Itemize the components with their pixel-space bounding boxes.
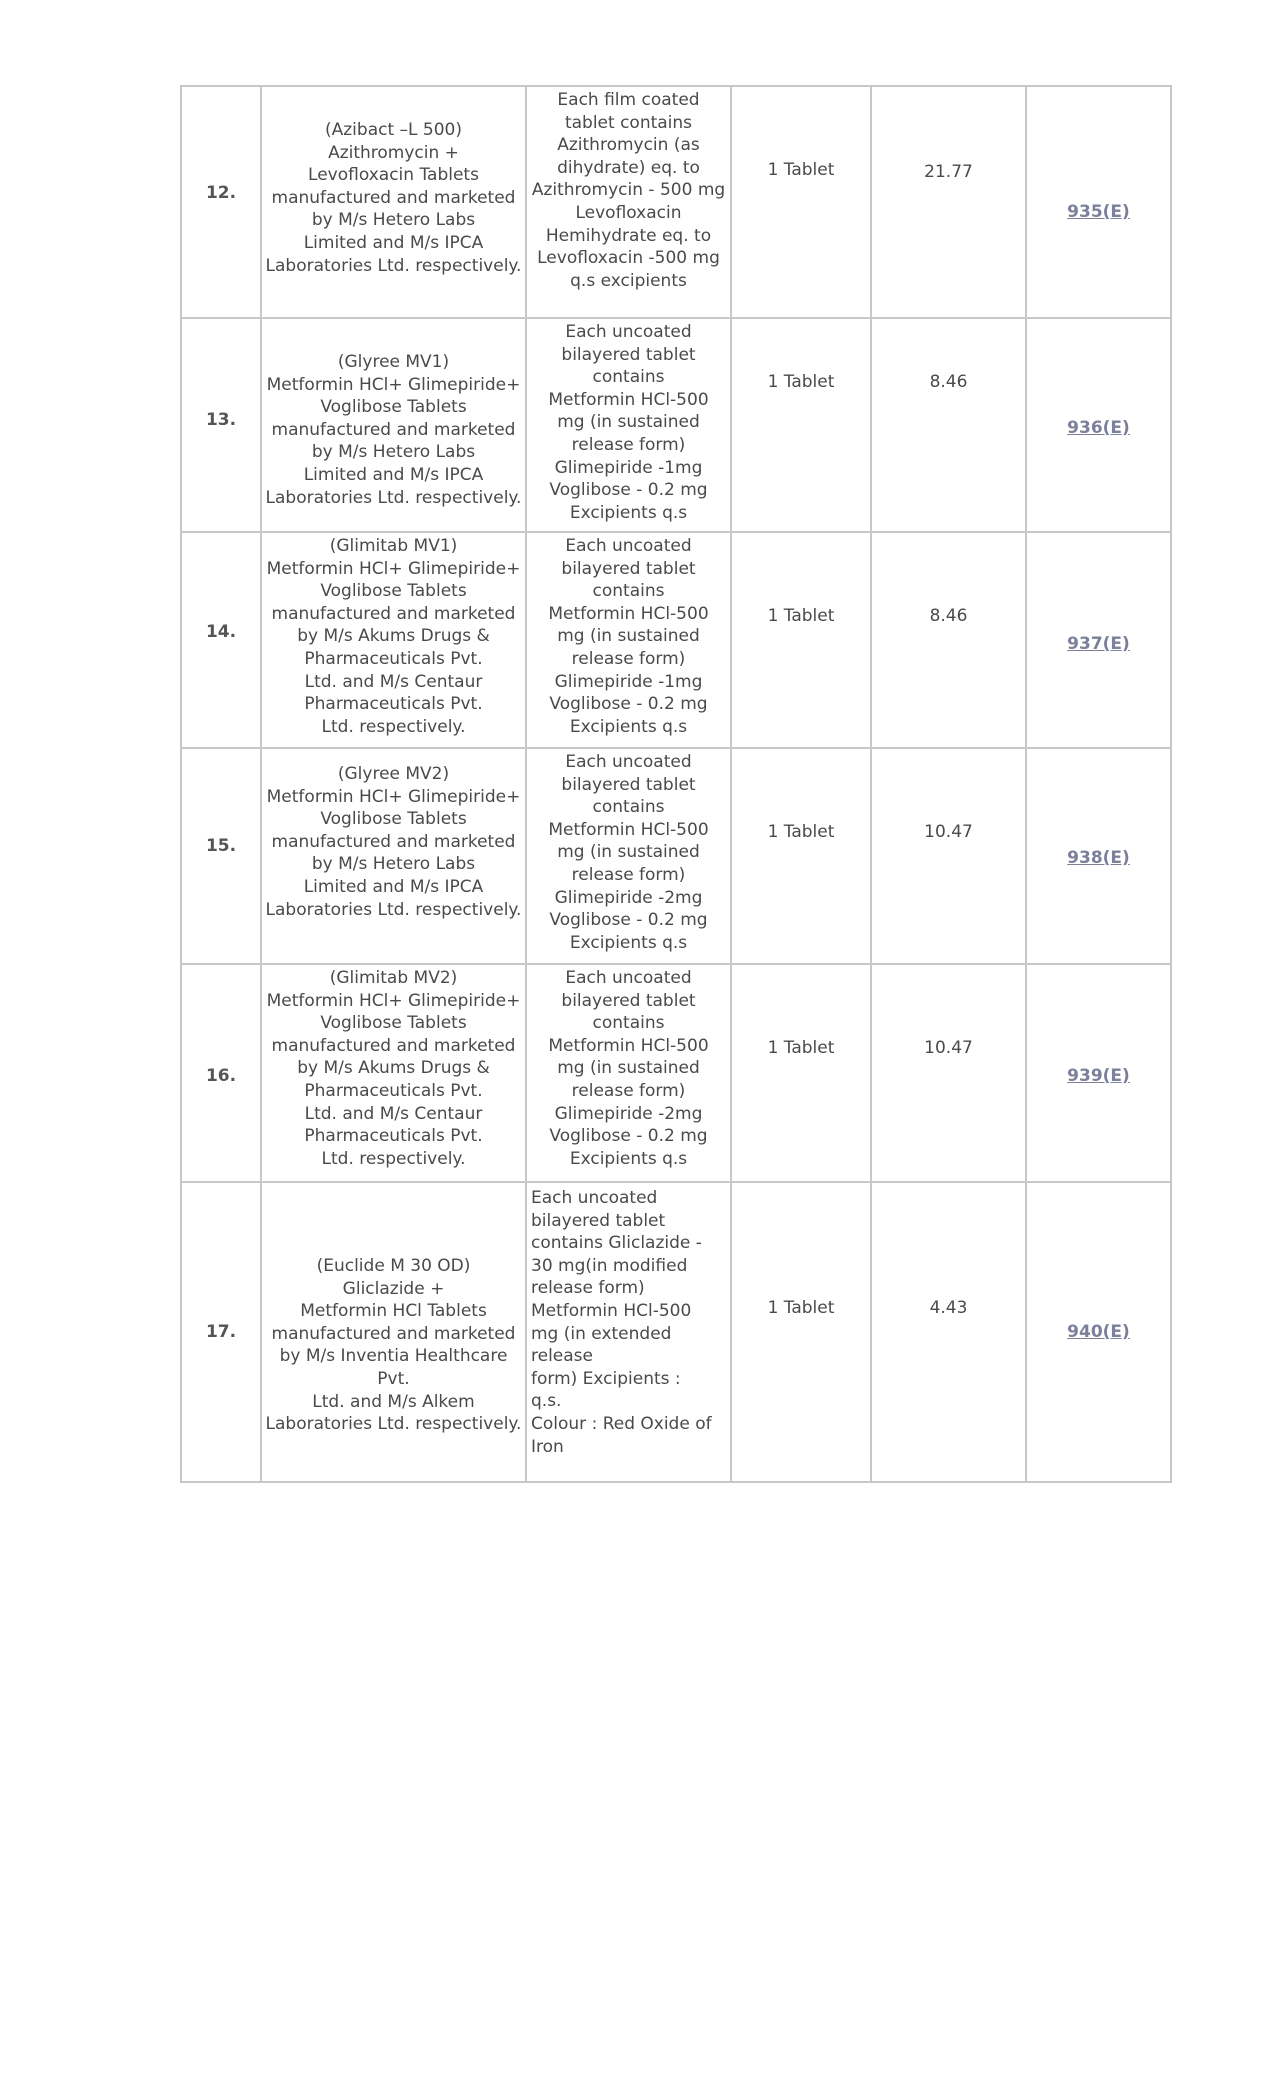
product-cell bbox=[261, 318, 526, 532]
notification-link[interactable]: 940(E) bbox=[1067, 1322, 1130, 1342]
composition-text: Each uncoated bilayered tablet contains Metformin HCl-500 mg (in sustained release form) Glimepiride -1mg Voglibose - 0.2 mg Excipients q.s bbox=[548, 536, 709, 737]
unit-cell bbox=[731, 964, 871, 1182]
product-text: (Glimitab MV1) Metformin HCl+ Glimepiride+ Voglibose Tablets manufactured and marketed by M/s Akums Drugs & Pharmaceuticals Pvt. Ltd. and M/s Centaur Pharmaceuticals Pvt. Ltd. respectively. bbox=[266, 536, 521, 737]
notification-cell bbox=[1026, 318, 1171, 532]
product-cell bbox=[261, 964, 526, 1182]
row-number: 12. bbox=[205, 183, 237, 203]
product-text: (Glyree MV2) Metformin HCl+ Glimepiride+ Voglibose Tablets manufactured and marketed by M/s Hetero Labs Limited and M/s IPCA Laboratories Ltd. respectively. bbox=[265, 764, 522, 920]
row-number-cell bbox=[181, 1182, 261, 1482]
table-row bbox=[181, 318, 1171, 532]
notification-cell bbox=[1026, 532, 1171, 748]
composition-text: Each film coated tablet contains Azithromycin (as dihydrate) eq. to Azithromycin - 500 mg Levofloxacin Hemihydrate eq. to Levofloxacin -500 mg q.s excipients bbox=[531, 90, 726, 291]
price-text: 8.46 bbox=[929, 372, 968, 392]
notification-link[interactable]: 936(E) bbox=[1067, 418, 1130, 438]
price-text: 10.47 bbox=[924, 822, 973, 842]
composition-cell bbox=[526, 748, 731, 964]
product-cell bbox=[261, 1182, 526, 1482]
product-cell bbox=[261, 86, 526, 318]
table-row bbox=[181, 86, 1171, 318]
unit-text: 1 Tablet bbox=[767, 822, 835, 842]
notification-cell bbox=[1026, 1182, 1171, 1482]
row-number: 17. bbox=[205, 1322, 237, 1342]
notification-cell bbox=[1026, 964, 1171, 1182]
notification-link[interactable]: 937(E) bbox=[1067, 634, 1130, 654]
table-row bbox=[181, 1182, 1171, 1482]
row-number-cell bbox=[181, 748, 261, 964]
row-number: 13. bbox=[205, 410, 237, 430]
unit-text: 1 Tablet bbox=[767, 372, 835, 392]
row-number-cell bbox=[181, 964, 261, 1182]
notification-cell bbox=[1026, 748, 1171, 964]
table-row bbox=[181, 748, 1171, 964]
price-cell bbox=[871, 1182, 1026, 1482]
table-row bbox=[181, 532, 1171, 748]
price-cell bbox=[871, 964, 1026, 1182]
price-text: 8.46 bbox=[929, 606, 968, 626]
row-number-cell bbox=[181, 86, 261, 318]
unit-text: 1 Tablet bbox=[767, 1038, 835, 1058]
price-cell bbox=[871, 532, 1026, 748]
unit-cell bbox=[731, 748, 871, 964]
row-number-cell bbox=[181, 318, 261, 532]
composition-text: Each uncoated bilayered tablet contains Metformin HCl-500 mg (in sustained release form) Glimepiride -2mg Voglibose - 0.2 mg Excipients q.s bbox=[548, 752, 709, 953]
product-text: (Glyree MV1) Metformin HCl+ Glimepiride+ Voglibose Tablets manufactured and marketed by M/s Hetero Labs Limited and M/s IPCA Laboratories Ltd. respectively. bbox=[265, 352, 522, 508]
unit-cell bbox=[731, 318, 871, 532]
unit-cell bbox=[731, 86, 871, 318]
notification-link[interactable]: 939(E) bbox=[1067, 1066, 1130, 1086]
row-number-cell bbox=[181, 532, 261, 748]
notification-link[interactable]: 935(E) bbox=[1067, 202, 1130, 222]
unit-cell bbox=[731, 1182, 871, 1482]
row-number: 15. bbox=[205, 836, 237, 856]
notification-link[interactable]: 938(E) bbox=[1067, 848, 1130, 868]
unit-cell bbox=[731, 532, 871, 748]
row-number: 14. bbox=[205, 622, 237, 642]
price-cell bbox=[871, 318, 1026, 532]
product-text: (Glimitab MV2) Metformin HCl+ Glimepiride+ Voglibose Tablets manufactured and marketed by M/s Akums Drugs & Pharmaceuticals Pvt. Ltd. and M/s Centaur Pharmaceuticals Pvt. Ltd. respectively. bbox=[266, 968, 521, 1169]
unit-text: 1 Tablet bbox=[767, 606, 835, 626]
product-text: (Euclide M 30 OD) Gliclazide + Metformin HCl Tablets manufactured and marketed by M/s Inventia Healthcare Pvt. Ltd. and M/s Alkem Laboratories Ltd. respectively. bbox=[265, 1256, 522, 1435]
composition-cell bbox=[526, 964, 731, 1182]
table-row bbox=[181, 964, 1171, 1182]
composition-text: Each uncoated bilayered tablet contains Metformin HCl-500 mg (in sustained release form) Glimepiride -1mg Voglibose - 0.2 mg Excipients q.s bbox=[548, 322, 709, 523]
notification-cell bbox=[1026, 86, 1171, 318]
price-cell bbox=[871, 748, 1026, 964]
product-cell bbox=[261, 532, 526, 748]
price-table bbox=[180, 85, 1172, 1483]
price-text: 21.77 bbox=[924, 162, 973, 182]
product-cell bbox=[261, 748, 526, 964]
composition-text: Each uncoated bilayered tablet contains Gliclazide - 30 mg(in modified release form) Metformin HCl-500 mg (in extended release form) Excipients : q.s. Colour : Red Oxide of Iron bbox=[531, 1188, 712, 1457]
composition-cell bbox=[526, 1182, 731, 1482]
product-text: (Azibact –L 500) Azithromycin + Levofloxacin Tablets manufactured and marketed by M/s Hetero Labs Limited and M/s IPCA Laboratories Ltd. respectively. bbox=[265, 120, 522, 276]
row-number: 16. bbox=[205, 1066, 237, 1086]
composition-cell bbox=[526, 318, 731, 532]
unit-text: 1 Tablet bbox=[767, 1298, 835, 1318]
composition-text: Each uncoated bilayered tablet contains Metformin HCl-500 mg (in sustained release form) Glimepiride -2mg Voglibose - 0.2 mg Excipients q.s bbox=[548, 968, 709, 1169]
price-cell bbox=[871, 86, 1026, 318]
price-text: 10.47 bbox=[924, 1038, 973, 1058]
price-text: 4.43 bbox=[929, 1298, 968, 1318]
composition-cell bbox=[526, 532, 731, 748]
unit-text: 1 Tablet bbox=[767, 160, 835, 180]
composition-cell bbox=[526, 86, 731, 318]
